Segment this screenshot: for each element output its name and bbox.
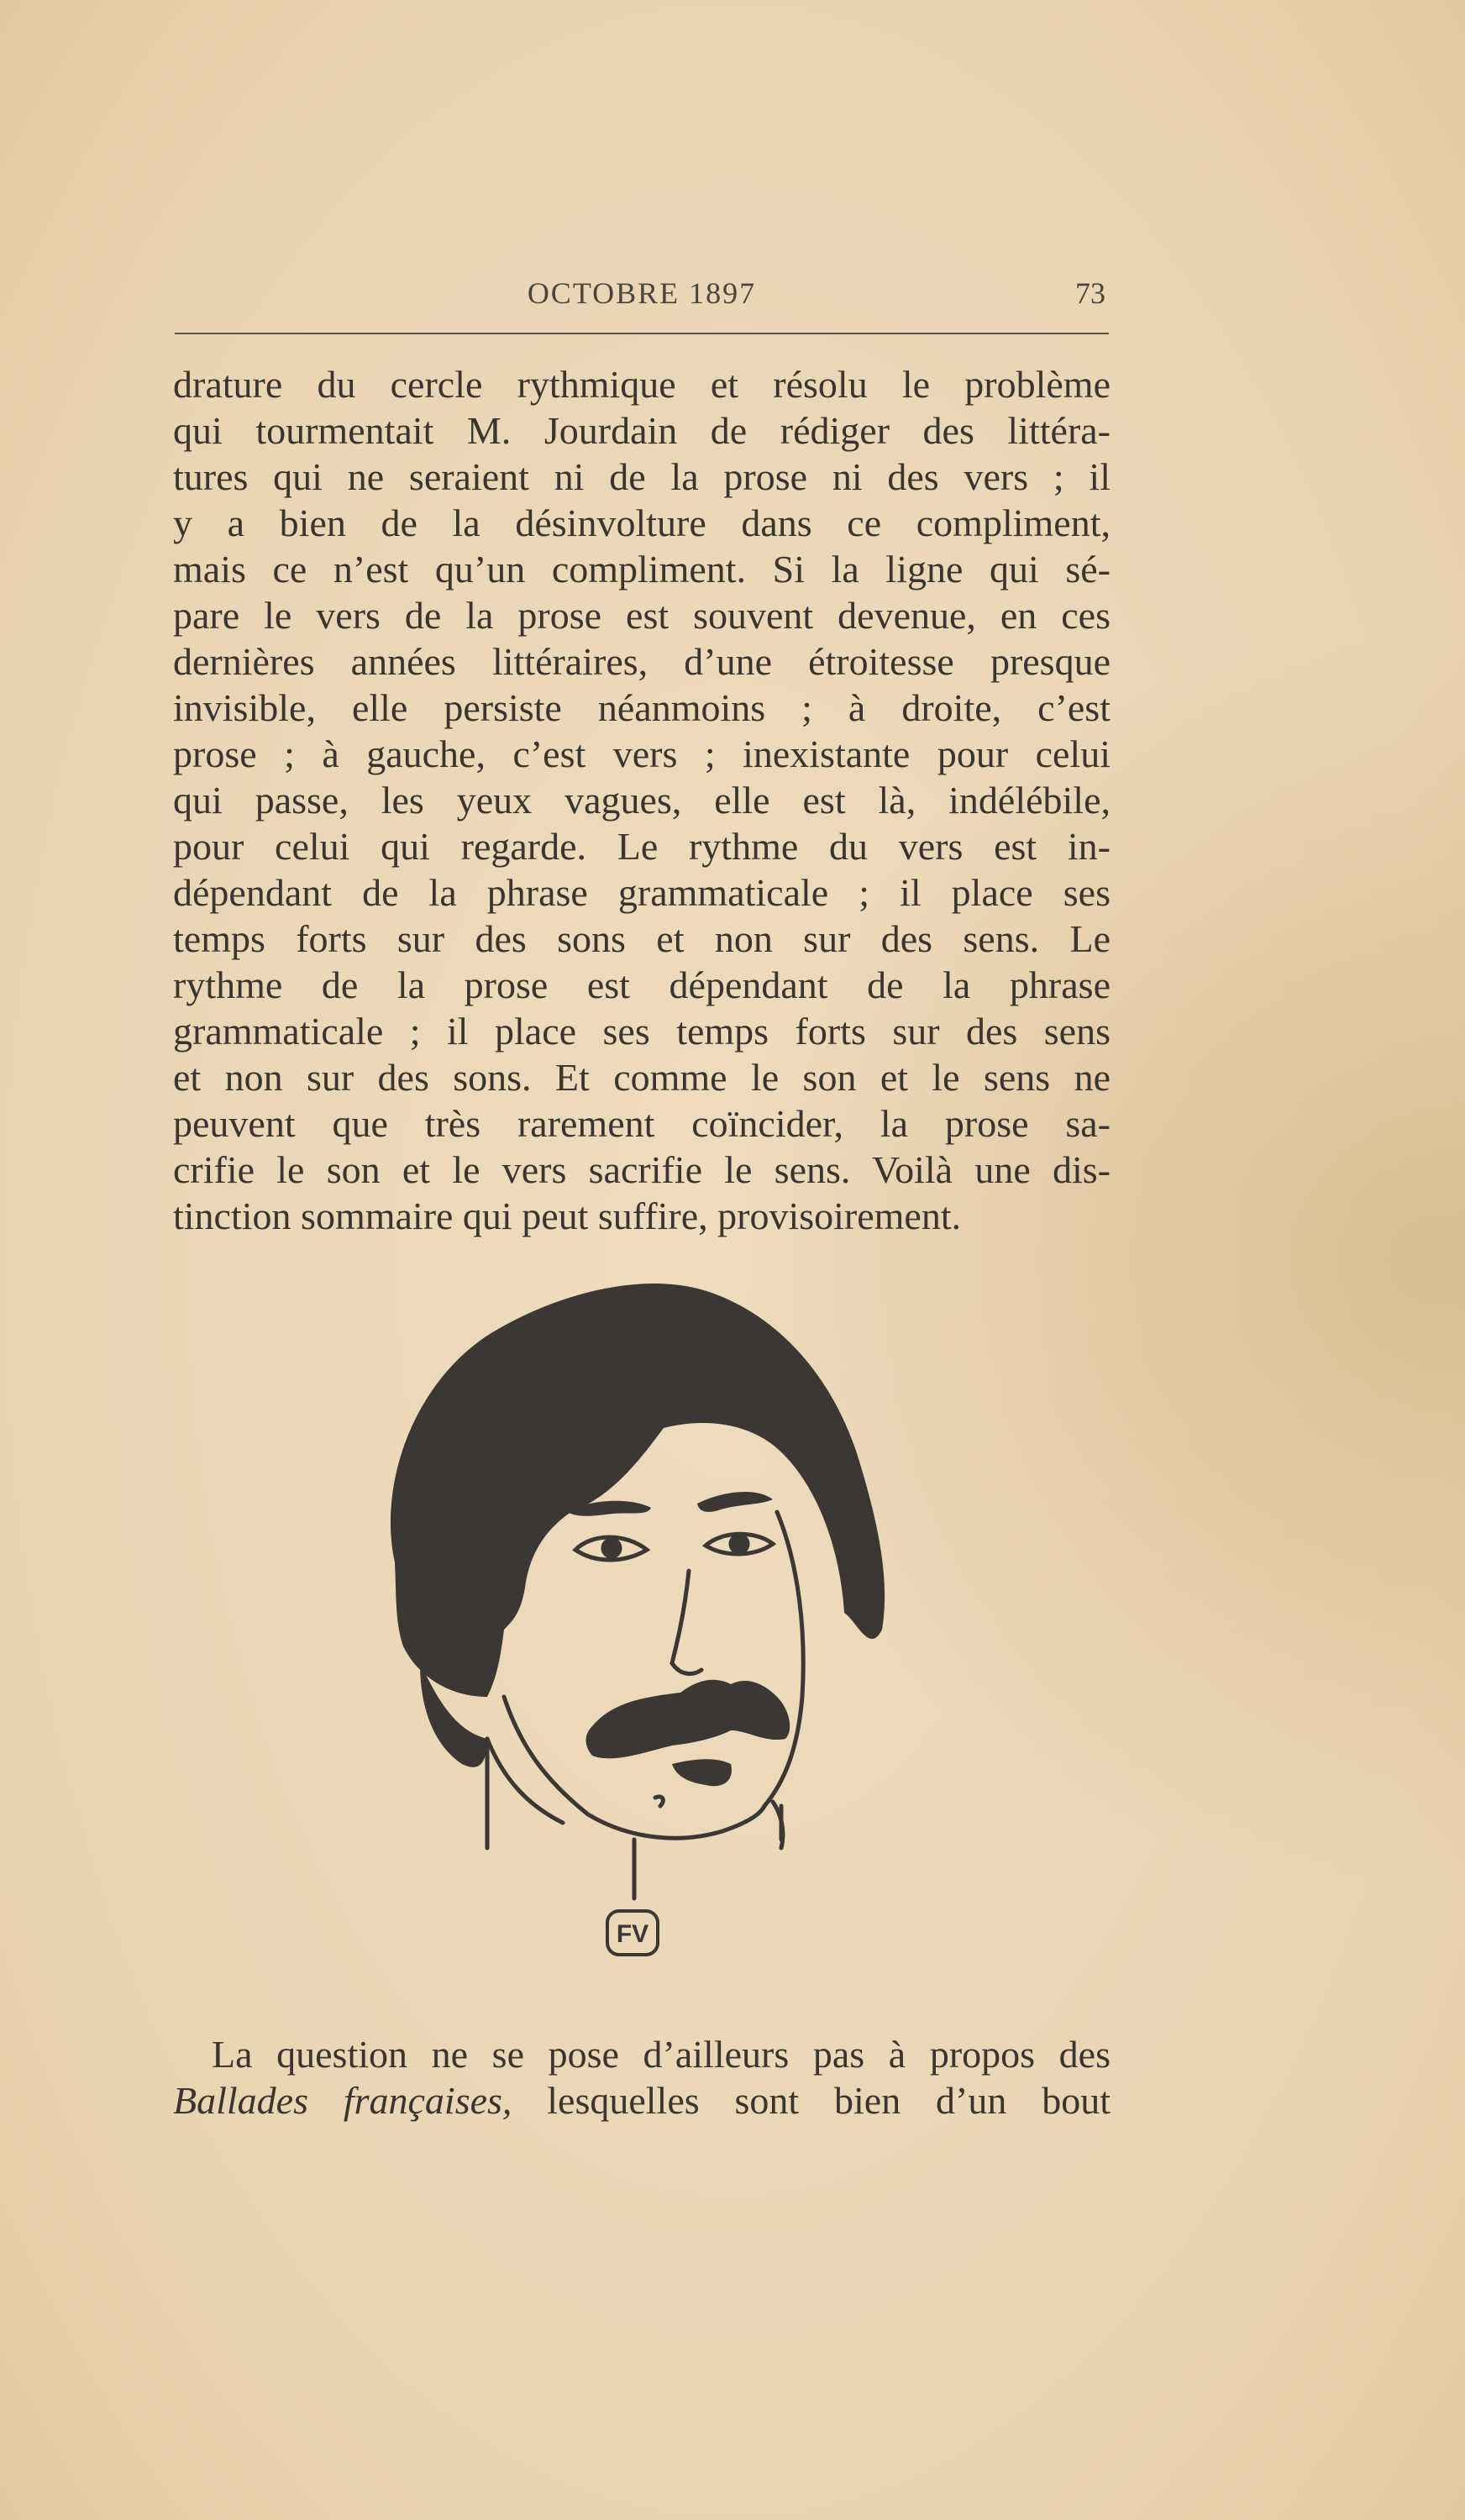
text-line: pour celui qui regarde. Le rythme du vers est in- [173,825,1111,868]
text-line: prose ; à gauche, c’est vers ; inexistante pour celui [173,732,1111,775]
text-line: crifie le son et le vers sacrifie le sens. Voilà une dis- [173,1148,1111,1191]
running-title: OCTOBRE 1897 [527,276,757,310]
woodcut-portrait [361,1260,907,2016]
chin-mark [655,1797,663,1806]
text-line: tures qui ne seraient ni de la prose ni des vers ; il [173,455,1111,498]
text-line: grammaticale ; il place ses temps forts sur des sens [173,1010,1111,1053]
text-line: et non sur des sons. Et comme le son et le sens ne [173,1056,1111,1099]
text-line: rythme de la prose est dépendant de la phrase [173,963,1111,1006]
right-pupil [731,1536,748,1552]
text-line: La question ne se pose d’ailleurs pas à propos des [212,2033,1111,2076]
text-line: y a bien de la désinvolture dans ce compliment, [173,501,1111,544]
right-eyebrow [697,1492,773,1512]
running-head [175,276,1109,318]
closing-paragraph [173,2031,1111,2124]
text-line [173,2077,1111,2124]
chin-tuft [672,1759,732,1786]
face-contour [764,1512,803,1806]
text-line: dernières années littéraires, d’une étroitesse presque [173,640,1111,683]
text-line: qui tourmentait M. Jourdain de rédiger des littéra- [173,409,1111,452]
text-line: pare le vers de la prose est souvent devenue, en ces [173,594,1111,637]
fv-monogram [607,1911,658,1955]
text-line: dépendant de la phrase grammaticale ; il place ses [173,871,1111,914]
mustache [586,1680,790,1759]
nose [672,1571,701,1674]
text-line: peuvent que très rarement coïncider, la prose sa- [173,1102,1111,1145]
page-number: 73 [1075,276,1105,310]
text-line: temps forts sur des sons et non sur des sens. Le [173,917,1111,960]
text-fragment: lesquelles sont bien d’un bout [512,2079,1111,2122]
text-line: drature du cercle rythmique et résolu le problème [173,363,1111,406]
text-line: tinction sommaire qui peut suffire, provisoirement. [173,1194,962,1237]
text-line: qui passe, les yeux vagues, elle est là, indélébile, [173,779,1111,822]
text-line: invisible, elle persiste néanmoins ; à droite, c’est [173,686,1111,729]
header-rule [175,333,1109,334]
body-paragraph [173,361,1111,1239]
book-title: Ballades françaises, [173,2079,512,2122]
text-line: mais ce n’est qu’un compliment. Si la ligne qui sé- [173,548,1111,591]
left-pupil [603,1540,620,1557]
monogram-text: FV [616,1920,649,1948]
hair [391,1284,885,1697]
